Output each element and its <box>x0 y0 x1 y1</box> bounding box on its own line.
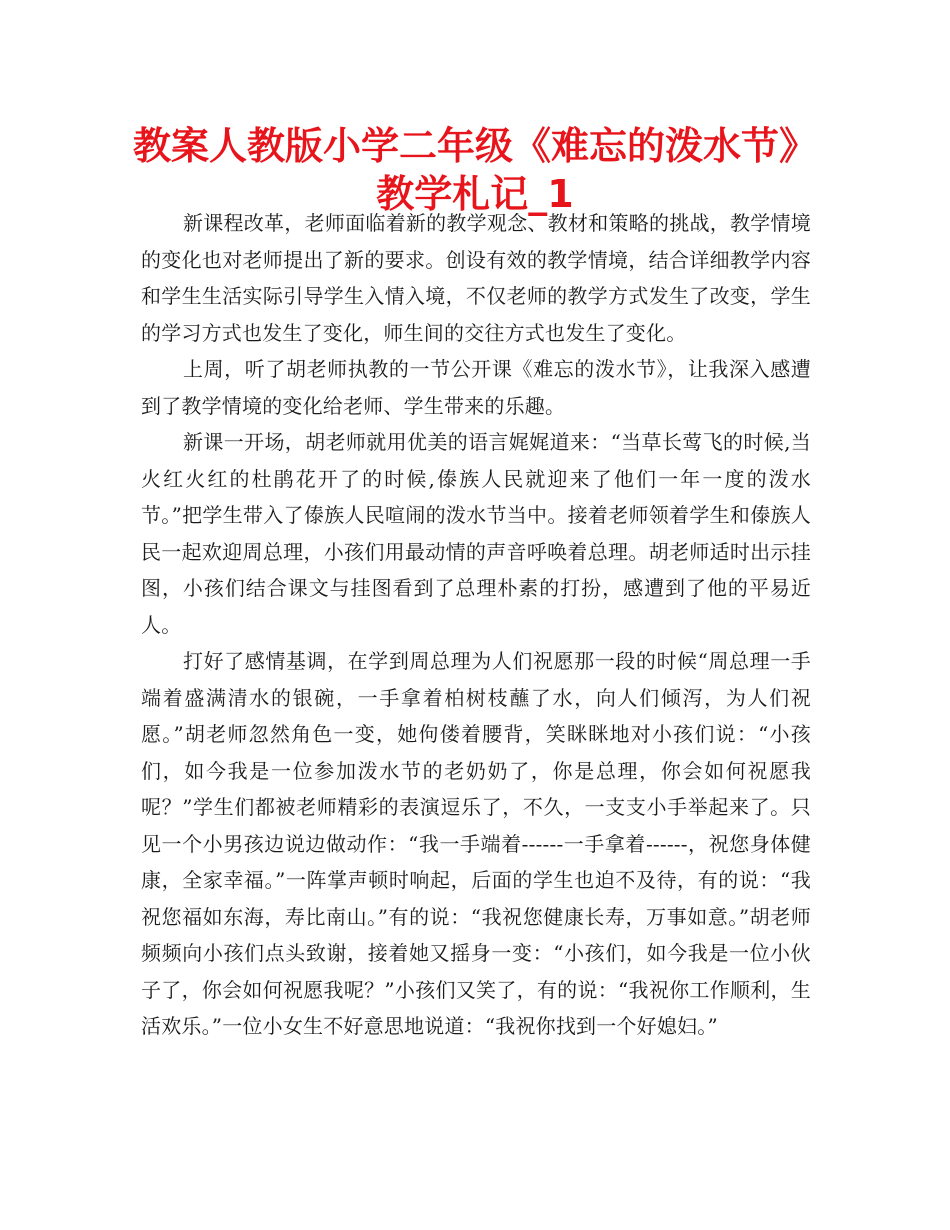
paragraph-4: 打好了感情基调，在学到周总理为人们祝愿那一段的时候“周总理一手端着盛满清水的银碗，一手拿着柏树枝蘸了水，向人们倾泻，为人们祝愿。”胡老师忽然角色一变，她佝偻着腰背，笑眯眯地对小孩们说：“小孩们，如今我是一位参加泼水节的老奶奶了，你是总理，你会如何祝愿我呢？”学生们都被老师精彩的表演逗乐了，不久，一支支小手举起来了。只见一个小男孩边说边做动作：“我一手端着------一手拿着------，祝您身体健康，全家幸福。”一阵掌声顿时响起，后面的学生也迫不及待，有的说：“我祝您福如东海，寿比南山。”有的说：“我祝您健康长寿，万事如意。”胡老师频频向小孩们点头致谢，接着她又摇身一变：“小孩们，如今我是一位小伙子了，你会如何祝愿我呢？”小孩们又笑了，有的说：“我祝你工作顺利，生活欢乐。”一位小女生不好意思地说道：“我祝你找到一个好媳妇。” <box>141 649 811 1038</box>
paragraph-3: 新课一开场，胡老师就用优美的语言娓娓道来：“当草长莺飞的时候,当火红火红的杜鹃花开了的时候,傣族人民就迎来了他们一年一度的泼水节。”把学生带入了傣族人民喧闹的泼水节当中。接着老师领着学生和傣族人民一起欢迎周总理，小孩们用最动情的声音呼唤着总理。胡老师适时出示挂图，小孩们结合课文与挂图看到了总理朴素的打扮，感遭到了他的平易近人。 <box>141 430 811 637</box>
document-title-line-2: 教学札记_1 <box>376 172 574 216</box>
paragraph-2: 上周，听了胡老师执教的一节公开课《难忘的泼水节》，让我深入感遭到了教学情境的变化给老师、学生带来的乐趣。 <box>141 357 811 418</box>
document-title-line-1: 教案人教版小学二年级《难忘的泼水节》 <box>132 124 817 168</box>
paragraph-1: 新课程改革，老师面临着新的教学观念、教材和策略的挑战，教学情境的变化也对老师提出了新的要求。创设有效的教学情境，结合详细教学内容和学生生活实际引导学生入情入境，不仅老师的教学方式发生了改变，学生的学习方式也发生了变化，师生间的交往方式也发生了变化。 <box>141 211 811 345</box>
document-body <box>141 205 811 1045</box>
